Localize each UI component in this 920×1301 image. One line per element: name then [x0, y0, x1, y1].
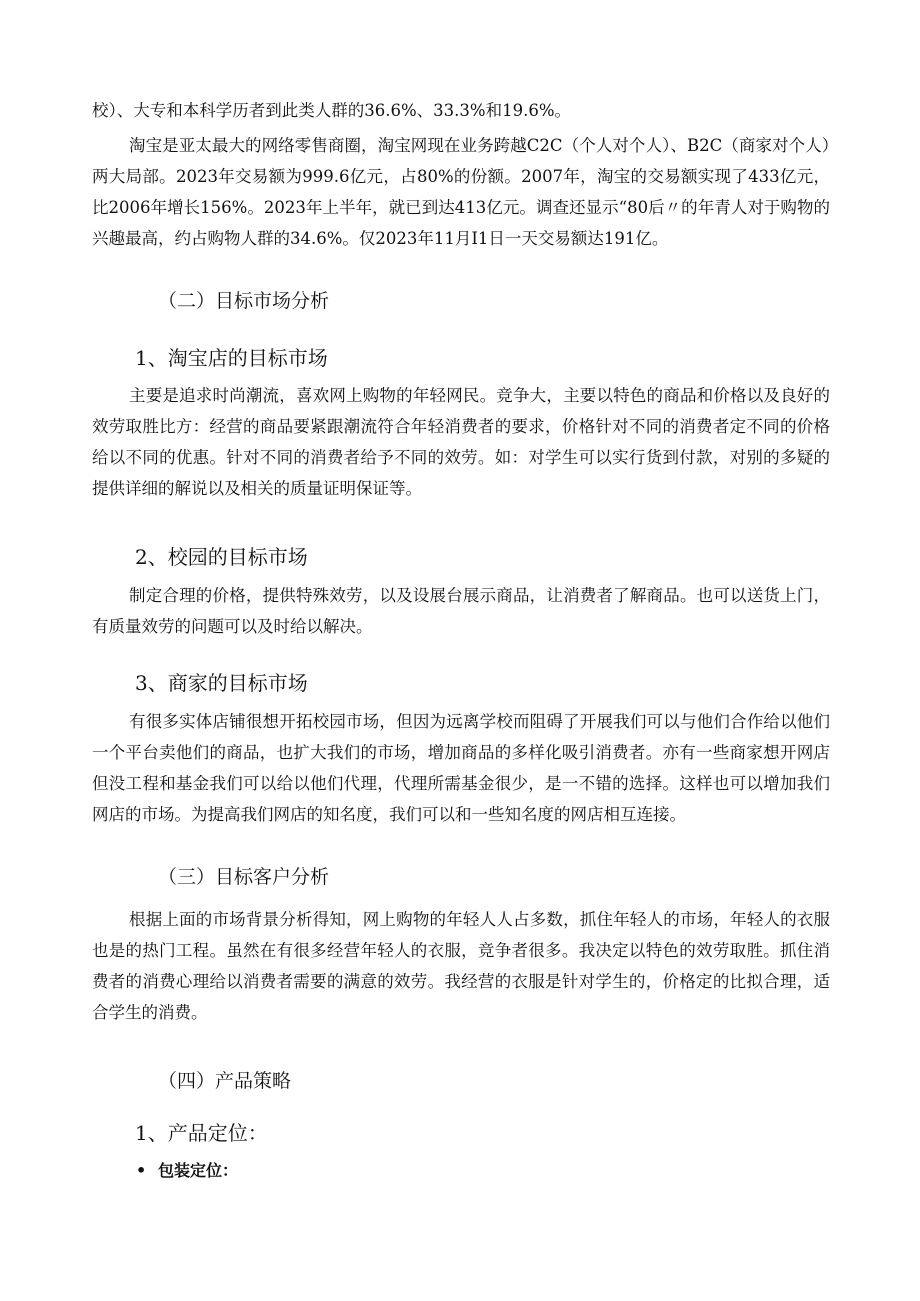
- heading-target-customer-analysis: （三）目标客户分析: [158, 866, 330, 888]
- paragraph-campus-target: 制定合理的价格，提供特殊效劳，以及设展台展示商品，让消费者了解商品。也可以送货上门，有质量效劳的问题可以及时给以解决。: [92, 586, 830, 636]
- paragraph-target-customer: 根据上面的市场背景分析得知，网上购物的年轻人人占多数，抓住年轻人的市场，年轻人的衣服也是的热门工程。虽然在有很多经营年轻人的衣服，竞争者很多。我决定以特色的效劳取胜。抓住消费者的消费心理给以消费者需要的满意的效劳。我经营的衣服是针对学生的，价格定的比拟合理，适合学生的消费。: [92, 910, 830, 1022]
- list-item-packaging-positioning: [136, 1158, 238, 1181]
- heading-product-strategy: （四）产品策略: [158, 1070, 292, 1092]
- paragraph-taobao-target: 主要是追求时尚潮流，喜欢网上购物的年轻网民。竞争大，主要以特色的商品和价格以及良好的效劳取胜比方：经营的商品要紧跟潮流符合年轻消费者的要求，价格针对不同的消费者定不同的价格给以不同的优惠。针对不同的消费者给予不同的效劳。如：对学生可以实行货到付款，对别的多疑的提供详细的解说以及相关的质量证明保证等。: [92, 386, 830, 498]
- heading-taobao-target-market: 1、淘宝店的目标市场: [135, 346, 328, 370]
- heading-campus-target-market: 2、校园的目标市场: [135, 545, 308, 569]
- heading-product-positioning: 1、产品定位：: [135, 1121, 268, 1145]
- heading-target-market-analysis: （二）目标市场分析: [158, 290, 330, 312]
- paragraph-taobao-overview: 淘宝是亚太最大的网络零售商圈，淘宝网现在业务跨越C2C（个人对个人）、B2C（商家对个人）两大局部。2023年交易额为999.6亿元，占80%的份额。2007年，淘宝的交易额实现了433亿元，比2006年增长156%。2023年上半年，就已到达413亿元。调查还显示“80后〃的年青人对于购物的兴趣最高，约占购物人群的34.6%。仅2023年11月I1日一天交易额达191亿。: [92, 136, 830, 248]
- paragraph-merchant-target: 有很多实体店铺很想开拓校园市场，但因为远离学校而阻碍了开展我们可以与他们合作给以他们一个平台卖他们的商品，也扩大我们的市场，增加商品的多样化吸引消费者。亦有一些商家想开网店但没工程和基金我们可以给以他们代理，代理所需基金很少，是一不错的选择。这样也可以增加我们网店的市场。为提高我们网店的知名度，我们可以和一些知名度的网店相互连接。: [92, 712, 830, 824]
- bullet-icon: •: [136, 1161, 147, 1180]
- paragraph-education-stats: 校）、大专和本科学历者到此类人群的36.6%、33.3%和19.6%。: [92, 101, 571, 120]
- bullet-label: 包装定位：: [158, 1161, 239, 1180]
- heading-merchant-target-market: 3、商家的目标市场: [135, 671, 308, 695]
